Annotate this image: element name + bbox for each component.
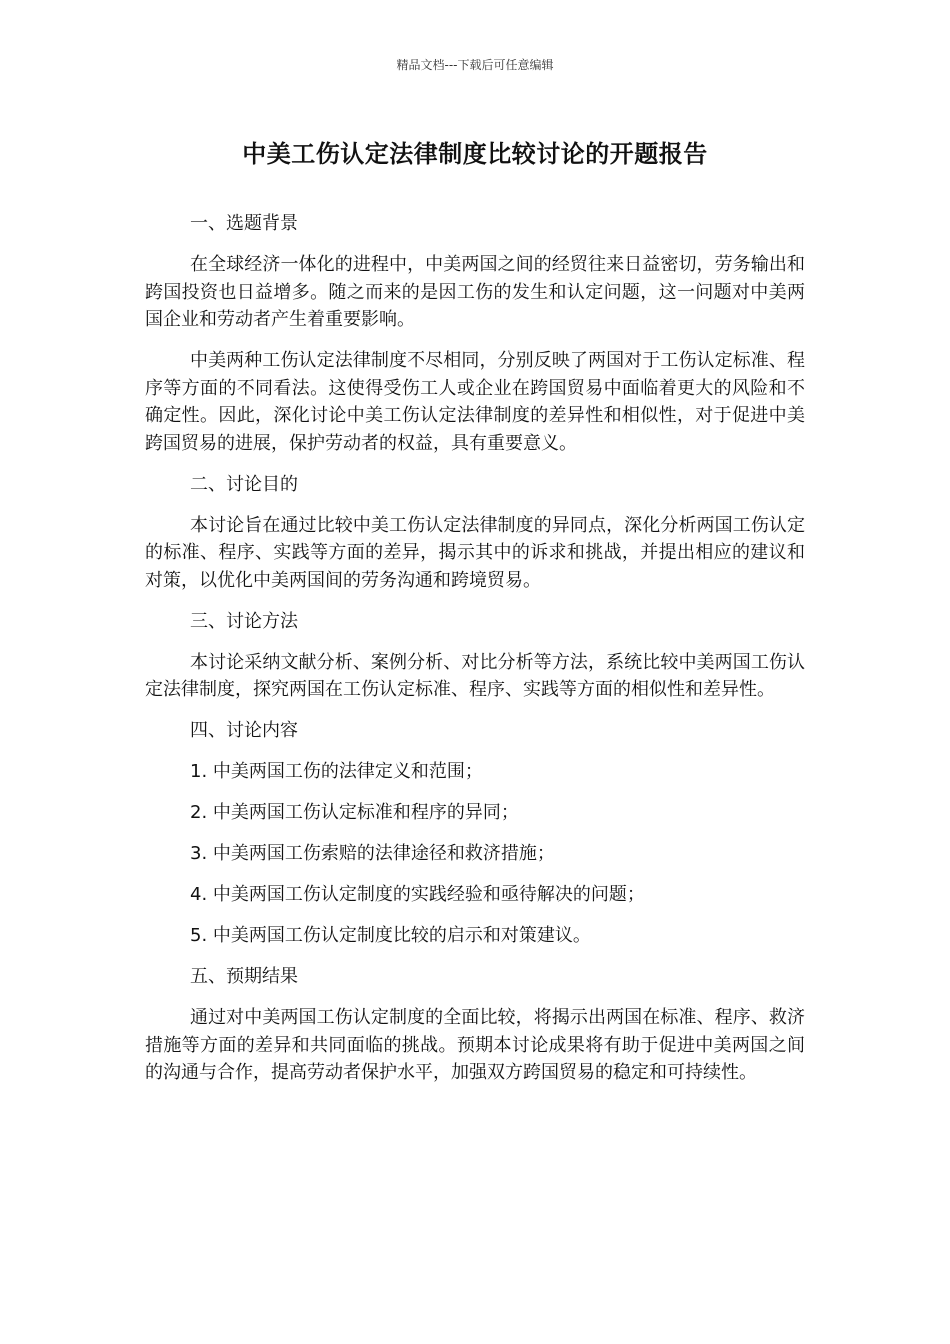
paragraph-background-1: 在全球经济一体化的进程中，中美两国之间的经贸往来日益密切，劳务输出和跨国投资也日益增多。随之而来的是因工伤的发生和认定问题，这一问题对中美两国企业和劳动者产生着重要影响。 — [145, 254, 805, 330]
content-list-item-1: 1. 中美两国工伤的法律定义和范围； — [190, 761, 483, 782]
section-heading-purpose: 二、讨论目的 — [190, 473, 298, 495]
content-list-item-5: 5. 中美两国工伤认定制度比较的启示和对策建议。 — [190, 925, 591, 946]
paragraph-method: 本讨论采纳文献分析、案例分析、对比分析等方法，系统比较中美两国工伤认定法律制度，探究两国在工伤认定标准、程序、实践等方面的相似性和差异性。 — [145, 651, 805, 700]
document-body — [145, 210, 805, 1100]
content-list-item-4: 4. 中美两国工伤认定制度的实践经验和亟待解决的问题； — [190, 884, 645, 905]
document-title: 中美工伤认定法律制度比较讨论的开题报告 — [242, 140, 708, 168]
paragraph-purpose: 本讨论旨在通过比较中美工伤认定法律制度的异同点，深化分析两国工伤认定的标准、程序、实践等方面的差异，揭示其中的诉求和挑战，并提出相应的建议和对策，以优化中美两国间的劳务沟通和跨境贸易。 — [145, 514, 805, 591]
section-heading-background: 一、选题背景 — [190, 213, 298, 234]
section-heading-method: 三、讨论方法 — [190, 610, 298, 632]
paragraph-expected-results: 通过对中美两国工伤认定制度的全面比较，将揭示出两国在标准、程序、救济措施等方面的差异和共同面临的挑战。预期本讨论成果将有助于促进中美两国之间的沟通与合作，提高劳动者保护水平，加强双方跨国贸易的稳定和可持续性。 — [145, 1007, 805, 1083]
section-heading-content: 四、讨论内容 — [190, 720, 298, 741]
header-note: 精品文档---下载后可任意编辑 — [396, 58, 554, 72]
section-heading-expected-results: 五、预期结果 — [190, 966, 298, 987]
content-list-item-2: 2. 中美两国工伤认定标准和程序的异同； — [190, 802, 519, 823]
paragraph-background-2: 中美两种工伤认定法律制度不尽相同，分别反映了两国对于工伤认定标准、程序等方面的不同看法。这使得受伤工人或企业在跨国贸易中面临着更大的风险和不确定性。因此，深化讨论中美工伤认定法律制度的差异性和相似性，对于促进中美跨国贸易的进展，保护劳动者的权益，具有重要意义。 — [145, 350, 805, 454]
content-list-item-3: 3. 中美两国工伤索赔的法律途径和救济措施； — [190, 843, 555, 864]
